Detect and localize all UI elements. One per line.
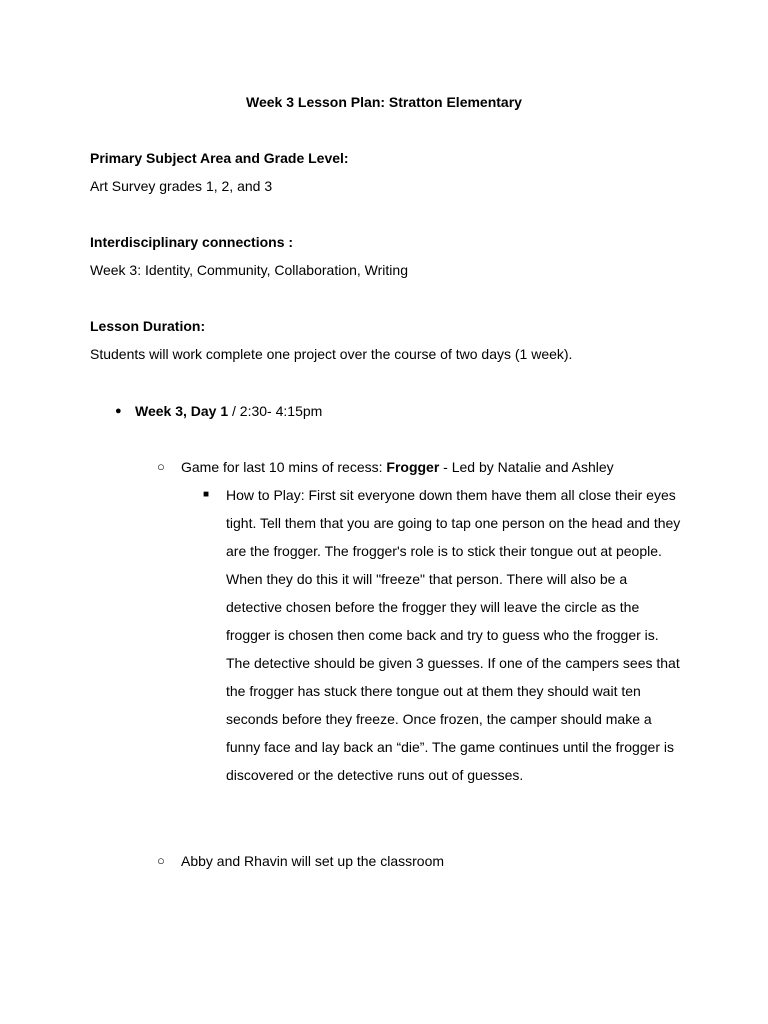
hollow-circle-bullet-icon: ○	[157, 853, 165, 868]
day-item-text	[135, 402, 322, 420]
duration-text: Students will work complete one project over the course of two days (1 week).	[90, 346, 573, 362]
page-title: Week 3 Lesson Plan: Stratton Elementary	[246, 94, 522, 110]
game-item-text	[181, 458, 614, 476]
hollow-circle-bullet-icon: ○	[157, 459, 165, 474]
day-label: Week 3, Day 1	[135, 403, 229, 419]
game-leaders: - Led by Natalie and Ashley	[439, 459, 614, 475]
filled-square-bullet-icon: ■	[203, 489, 210, 500]
filled-circle-bullet-icon: ●	[115, 405, 122, 417]
connections-heading: Interdisciplinary connections :	[90, 234, 294, 250]
how-to-play-text: How to Play: First sit everyone down them have them all close their eyes tight. Tell them that you are going to tap one person on the head and they are the frogger. The frogger's role is to stick their tongue out at people. When they do this it will "freeze" that person. There will also be a detective chosen before the frogger they will leave the circle as the frogger is chosen then come back and try to guess who the frogger is. The detective should be given 3 guesses. If one of the campers sees that the frogger has stuck there tongue out at them they should wait ten seconds before they freeze. Once frozen, the camper should make a funny face and lay back an “die”. The game continues until the frogger is discovered or the detective runs out of guesses.	[226, 487, 681, 783]
subject-text: Art Survey grades 1, 2, and 3	[90, 178, 273, 194]
game-name: Frogger	[386, 459, 440, 475]
subject-heading: Primary Subject Area and Grade Level:	[90, 150, 349, 166]
setup-item-text: Abby and Rhavin will set up the classroom	[181, 853, 445, 869]
game-prefix: Game for last 10 mins of recess:	[181, 459, 387, 475]
connections-text: Week 3: Identity, Community, Collaboration, Writing	[90, 262, 408, 278]
day-time: / 2:30- 4:15pm	[228, 403, 323, 419]
duration-heading: Lesson Duration:	[90, 318, 206, 334]
